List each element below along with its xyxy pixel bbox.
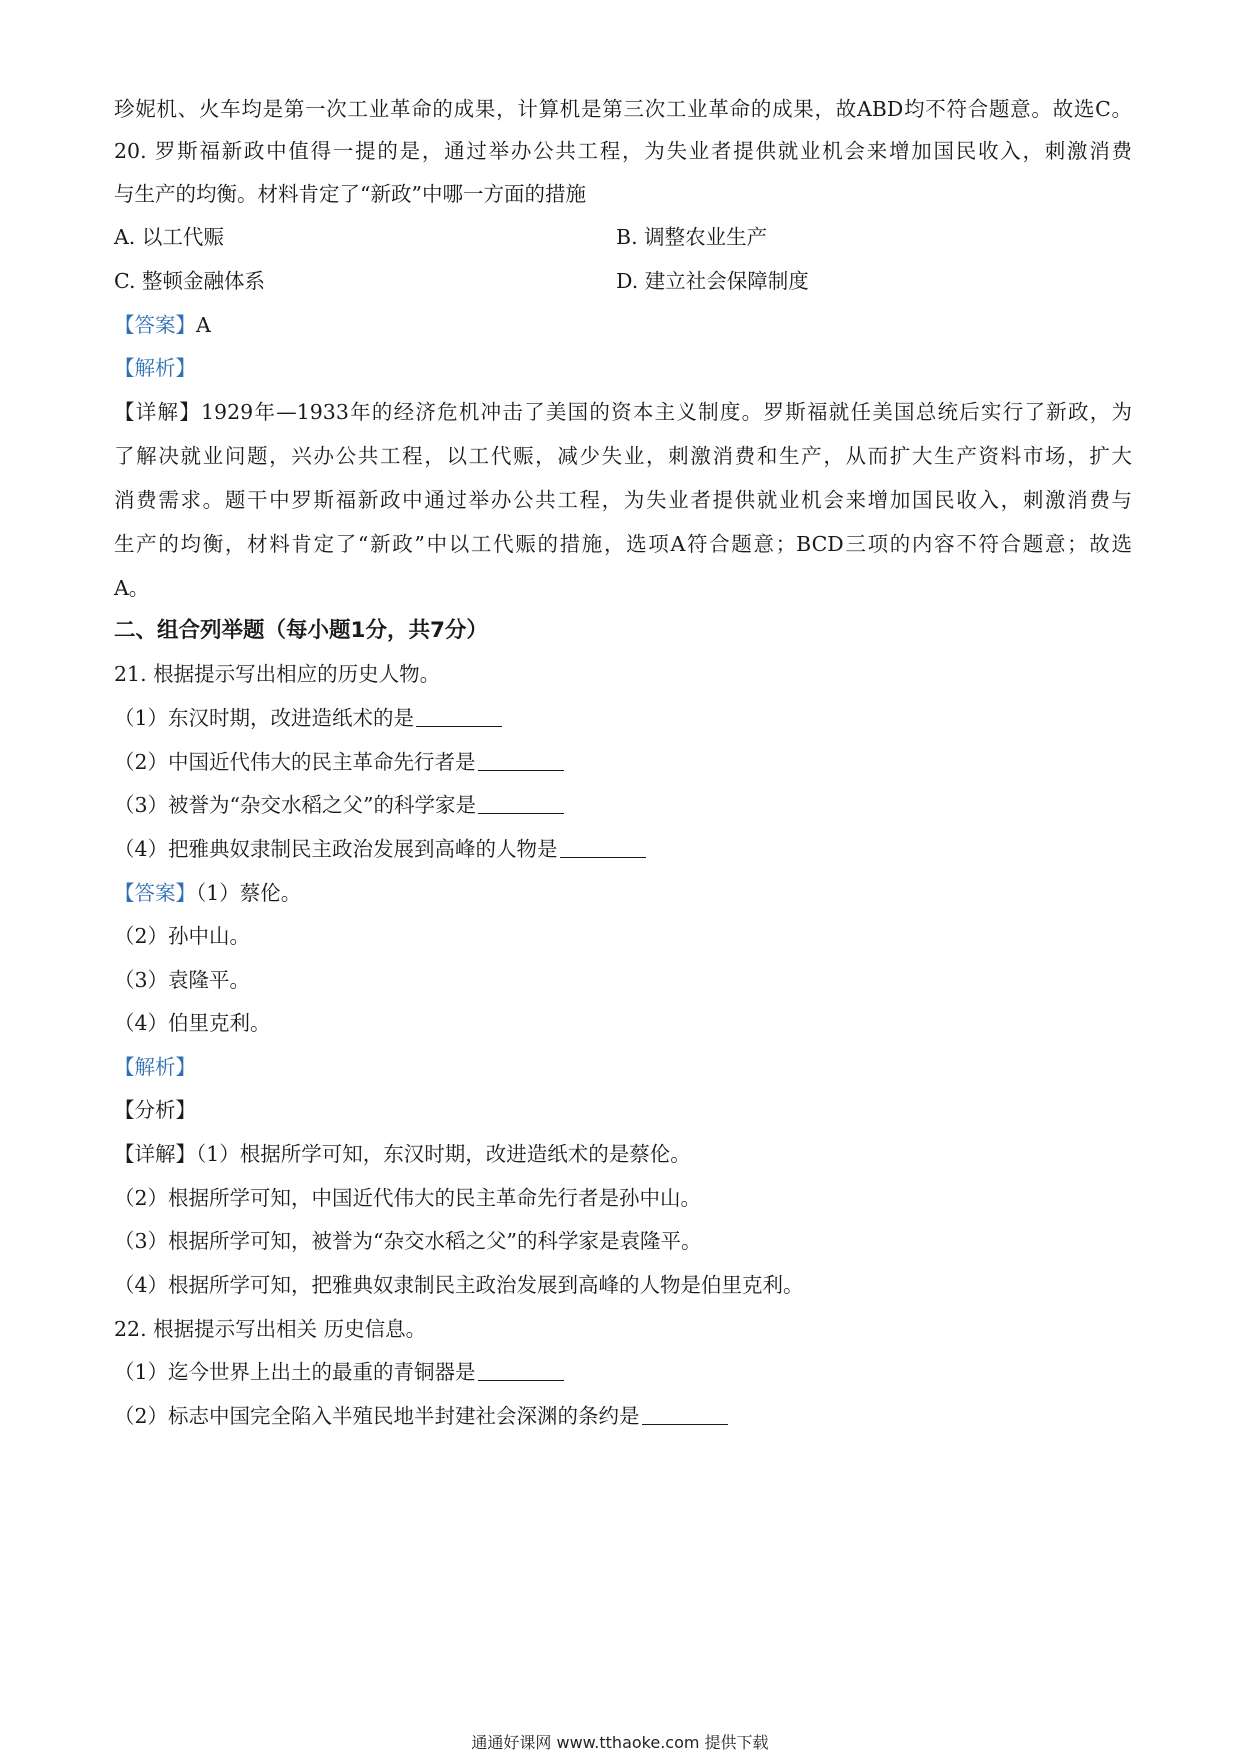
answer-blank	[478, 793, 564, 814]
q19-analysis-tail: 珍妮机、火车均是第一次工业革命的成果，计算机是第三次工业革命的成果，故ABD均不符合题意。故选C。	[114, 97, 1132, 121]
q21-detail-2: （2）根据所学可知，中国近代伟大的民主革命先行者是孙中山。	[114, 1186, 702, 1210]
answer-blank	[478, 750, 564, 771]
section-2-title: 二、组合列举题（每小题1分，共7分）	[114, 618, 488, 643]
q20-option-a: A. 以工代赈	[114, 225, 224, 249]
q20-option-d: D. 建立社会保障制度	[616, 269, 809, 293]
q21-part-3	[114, 790, 1132, 820]
q21-part-1-text: （1）东汉时期，改进造纸术的是	[114, 706, 415, 730]
q21-fenxi: 【分析】	[114, 1098, 196, 1122]
answer-tag: 【答案】	[114, 881, 196, 905]
q21-part-2-text: （2）中国近代伟大的民主革命先行者是	[114, 750, 476, 774]
q21-detail-4: （4）根据所学可知，把雅典奴隶制民主政治发展到高峰的人物是伯里克利。	[114, 1273, 804, 1297]
q21-detail-1: 【详解】（1）根据所学可知，东汉时期，改进造纸术的是蔡伦。	[114, 1142, 691, 1166]
q20-analysis-tag: 【解析】	[114, 356, 196, 380]
q21-part-4	[114, 834, 1132, 864]
answer-tag: 【答案】	[114, 313, 196, 337]
answer-blank	[478, 1360, 564, 1381]
q21-detail-3: （3）根据所学可知，被誉为“杂交水稻之父”的科学家是袁隆平。	[114, 1229, 702, 1253]
q20-option-b: B. 调整农业生产	[616, 225, 768, 249]
q22-part-1	[114, 1357, 1132, 1387]
q22-part-2-text: （2）标志中国完全陷入半殖民地半封建社会深渊的条约是	[114, 1404, 640, 1428]
q21-answer-3: （3）袁隆平。	[114, 968, 251, 992]
q22-stem: 22. 根据提示写出相关 历史信息。	[114, 1317, 427, 1341]
q21-answer-4: （4）伯里克利。	[114, 1011, 271, 1035]
q22-part-1-text: （1）迄今世界上出土的最重的青铜器是	[114, 1360, 476, 1384]
answer-blank	[560, 837, 646, 858]
answer-blank	[642, 1404, 728, 1425]
q20-stem-line-1: 20. 罗斯福新政中值得一提的是，通过举办公共工程，为失业者提供就业机会来增加国民收入，刺激消费	[114, 139, 1132, 163]
q21-stem: 21. 根据提示写出相应的历史人物。	[114, 662, 441, 686]
q22-part-2	[114, 1401, 1132, 1431]
q20-detail-line-2: 了解决就业问题，兴办公共工程，以工代赈，减少失业，刺激消费和生产，从而扩大生产资料市场，扩大	[114, 444, 1132, 468]
q20-detail-line-4: 生产的均衡，材料肯定了“新政”中以工代赈的措施，选项A符合题意；BCD三项的内容不符合题意；故选	[114, 532, 1132, 556]
answer-value: （1）蔡伦。	[196, 881, 302, 905]
q21-part-3-text: （3）被誉为“杂交水稻之父”的科学家是	[114, 793, 477, 817]
q21-analysis-tag: 【解析】	[114, 1055, 196, 1079]
q21-part-2	[114, 747, 1132, 777]
answer-value: A	[196, 313, 211, 337]
q20-stem-line-2: 与生产的均衡。材料肯定了“新政”中哪一方面的措施	[114, 182, 586, 206]
q21-part-1	[114, 703, 1132, 733]
q20-detail-line-5: A。	[114, 576, 150, 600]
answer-blank	[416, 706, 502, 727]
page-footer: 通通好课网 www.tthaoke.com 提供下载	[471, 1733, 769, 1752]
q20-option-c: C. 整顿金融体系	[114, 269, 265, 293]
q21-answer-1	[114, 878, 1132, 908]
q21-answer-2: （2）孙中山。	[114, 924, 251, 948]
q21-part-4-text: （4）把雅典奴隶制民主政治发展到高峰的人物是	[114, 837, 558, 861]
q20-detail-line-3: 消费需求。题干中罗斯福新政中通过举办公共工程，为失业者提供就业机会来增加国民收入，刺激消费与	[114, 488, 1132, 512]
q20-answer	[114, 310, 1132, 340]
q20-detail-line-1: 【详解】1929年—1933年的经济危机冲击了美国的资本主义制度。罗斯福就任美国总统后实行了新政，为	[114, 400, 1132, 424]
